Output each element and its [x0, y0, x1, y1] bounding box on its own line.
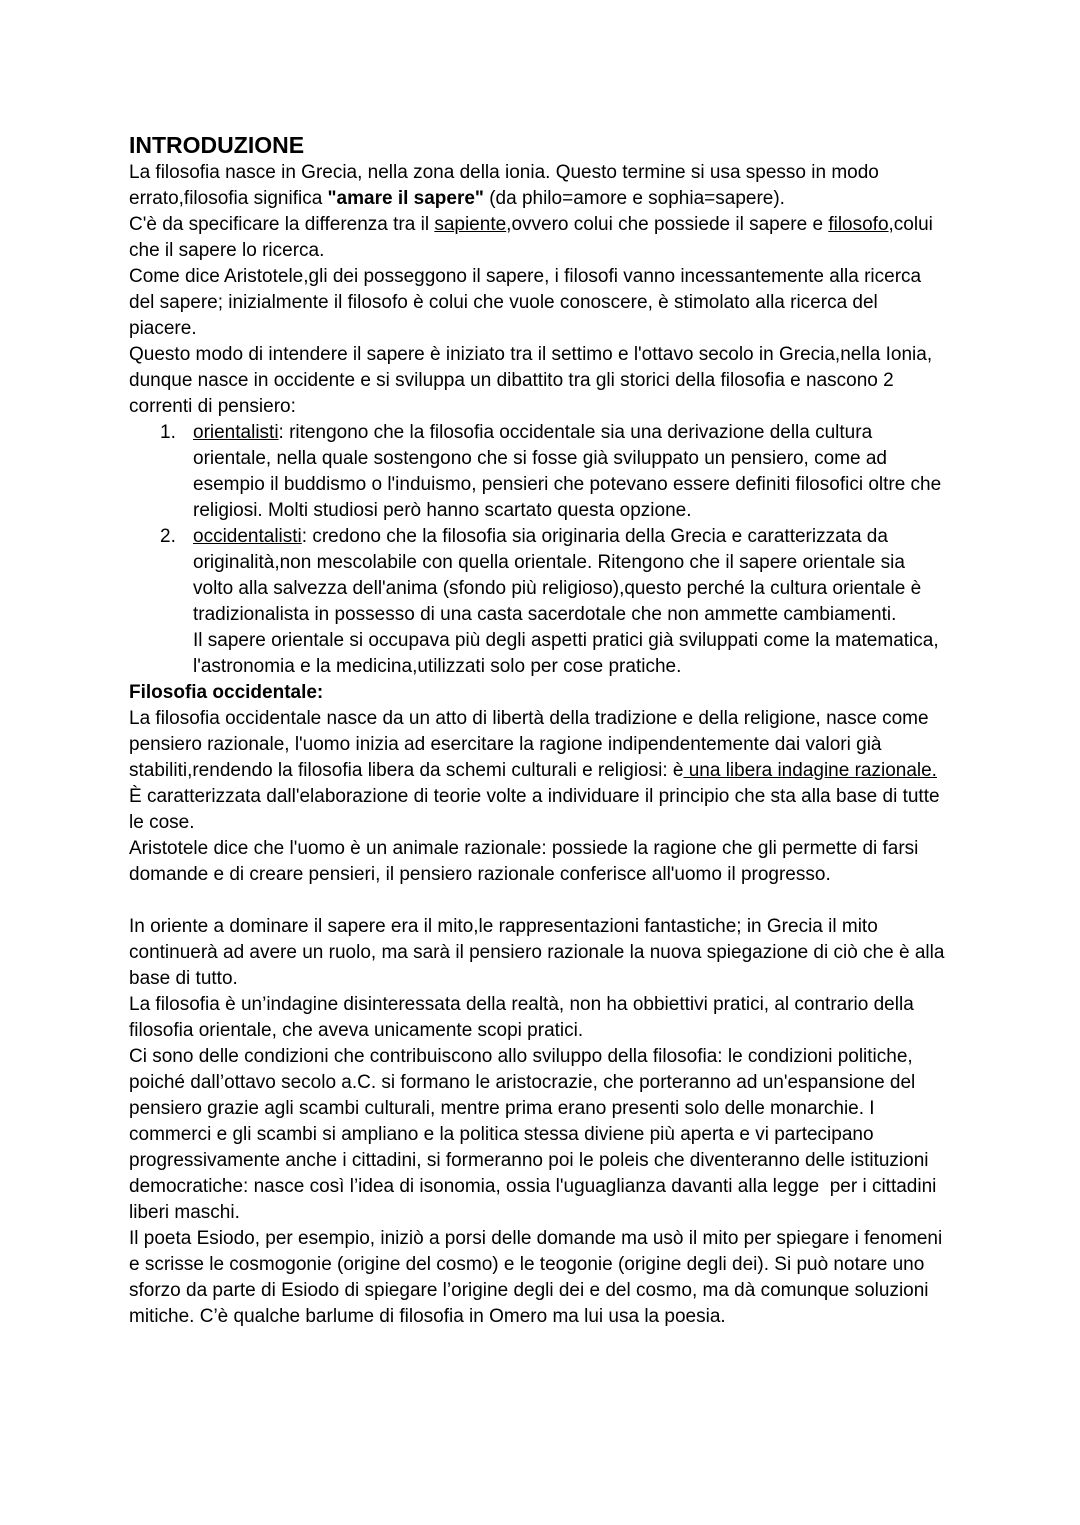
document-content — [129, 130, 950, 1330]
list-paragraph-continuation: Il sapere orientale si occupava più degli aspetti pratici già sviluppati come la matematica, l'astronomia e la medicina,utilizzati solo per cose pratiche. — [193, 630, 944, 677]
text-run: ,ovvero colui che possiede il sapere e — [506, 214, 829, 235]
list-paragraph — [193, 420, 945, 524]
paragraph-filosofia-occidentale — [129, 706, 945, 836]
text-run: : credono che la filosofia sia originaria della Grecia e caratterizzata da originalità,non mescolabile con quella orientale. Ritengono che il sapere orientale sia volto alla salvezza dell'anima (sfondo più religioso),questo perché la cultura orientale è tradizionalista in possesso di una casta sacerdotale che non ammette cambiamenti. — [193, 526, 927, 625]
paragraph-animale-razionale: Aristotele dice che l'uomo è un animale razionale: possiede la ragione che gli permette di farsi domande e di creare pensieri, il pensiero razionale conferisce all'uomo il progresso. — [129, 838, 924, 885]
paragraph-mito-oriente: In oriente a dominare il sapere era il mito,le rappresentazioni fantastiche; in Grecia il mito continuerà ad avere un ruolo, ma sarà il pensiero razionale la nuova spiegazione di ciò che è alla base di tutto. — [129, 916, 950, 989]
list-paragraph — [193, 524, 945, 628]
text-run: C'è da specificare la differenza tra il — [129, 214, 435, 235]
text-run: La filosofia nasce in Grecia, nella zona della ionia. Questo termine si usa spesso in modo errato,filosofia significa — [129, 162, 885, 209]
text-run-underline: orientalisti — [193, 422, 279, 443]
paragraph-sapiente-filosofo — [129, 212, 945, 264]
paragraph-esiodo: Il poeta Esiodo, per esempio, iniziò a porsi delle domande ma usò il mito per spiegare i fenomeni e scrisse le cosmogonie (origine del cosmo) e le teogonie (origine degli dei). Si può notare uno sforzo da parte di Esiodo di spiegare l’origine degli dei e del cosmo, ma dà comunque soluzioni mitiche. C’è qualche barlume di filosofia in Omero ma lui usa la poesia. — [129, 1228, 948, 1327]
text-run-bold: "amare il sapere" — [327, 188, 484, 209]
paragraph-indagine-disinteressata: La filosofia è un’indagine disinteressata della realtà, non ha obbiettivi pratici, al contrario della filosofia orientale, che aveva unicamente scopi pratici. — [129, 994, 920, 1041]
numbered-list — [129, 420, 945, 680]
text-run-underline: occidentalisti — [193, 526, 302, 547]
text-run: : ritengono che la filosofia occidentale sia una derivazione della cultura orientale, nella quale sostengono che si fosse già sviluppato un pensiero, come ad esempio il buddismo o l'induismo, pensieri che potevano essere definiti filosofici oltre che religiosi. Molti studiosi però hanno scartato questa opzione. — [193, 422, 947, 521]
list-item-orientalisti — [129, 420, 945, 524]
list-item-content — [193, 420, 945, 524]
list-number: 2. — [160, 526, 176, 547]
list-item-content — [193, 524, 945, 680]
paragraph-due-correnti: Questo modo di intendere il sapere è iniziato tra il settimo e l'ottavo secolo in Grecia,nella Ionia, dunque nasce in occidente e si sviluppa un dibattito tra gli storici della filosofia e nascono 2 correnti di pensiero: — [129, 344, 938, 417]
text-run: (da philo=amore e sophia=sapere). — [483, 188, 785, 209]
subheading-filosofia-occidentale: Filosofia occidentale: — [129, 682, 324, 703]
paragraph-condizioni-politiche: Ci sono delle condizioni che contribuiscono allo sviluppo della filosofia: le condizioni politiche, poiché dall’ottavo secolo a.C. si formano le aristocrazie, che porteranno ad un'espansione del pensiero grazie agli scambi culturali, mentre prima erano presenti solo delle monarchie. I commerci e gli scambi si ampliano e la politica stessa diviene più aperta e vi partecipano progressivamente anche i cittadini, si formeranno poi le poleis che diventeranno delle istituzioni democratiche: nasce così l’idea di isonomia, ossia l'uguaglianza davanti alla legge per i cittadini liberi maschi. — [129, 1046, 942, 1223]
list-number: 1. — [160, 422, 176, 443]
document-title: INTRODUZIONE — [129, 132, 305, 158]
text-run: La filosofia occidentale nasce da un atto di libertà della tradizione e della religione, nasce come pensiero razionale, l'uomo inizia ad esercitare la ragione indipendentemente dai valori già stabiliti,rendendo la filosofia libera da schemi culturali e religiosi: è — [129, 708, 934, 781]
blank-line — [129, 888, 945, 914]
text-run: ,colui che il sapere lo ricerca. — [129, 214, 939, 261]
text-run-underline: sapiente — [434, 214, 507, 235]
text-run-underline: filosofo — [828, 214, 889, 235]
list-item-occidentalisti — [129, 524, 945, 680]
paragraph-aristotele-dei: Come dice Aristotele,gli dei posseggono il sapere, i filosofi vanno incessantemente alla ricerca del sapere; inizialmente il filosofo è colui che vuole conoscere, è stimolato alla ricerca del piacere. — [129, 266, 927, 339]
text-run-underline: una libera indagine razionale. — [683, 760, 937, 781]
text-run: È caratterizzata dall'elaborazione di teorie volte a individuare il principio che sta alla base di tutte le cose. — [129, 760, 945, 833]
paragraph-philosophy-origin — [129, 160, 945, 212]
